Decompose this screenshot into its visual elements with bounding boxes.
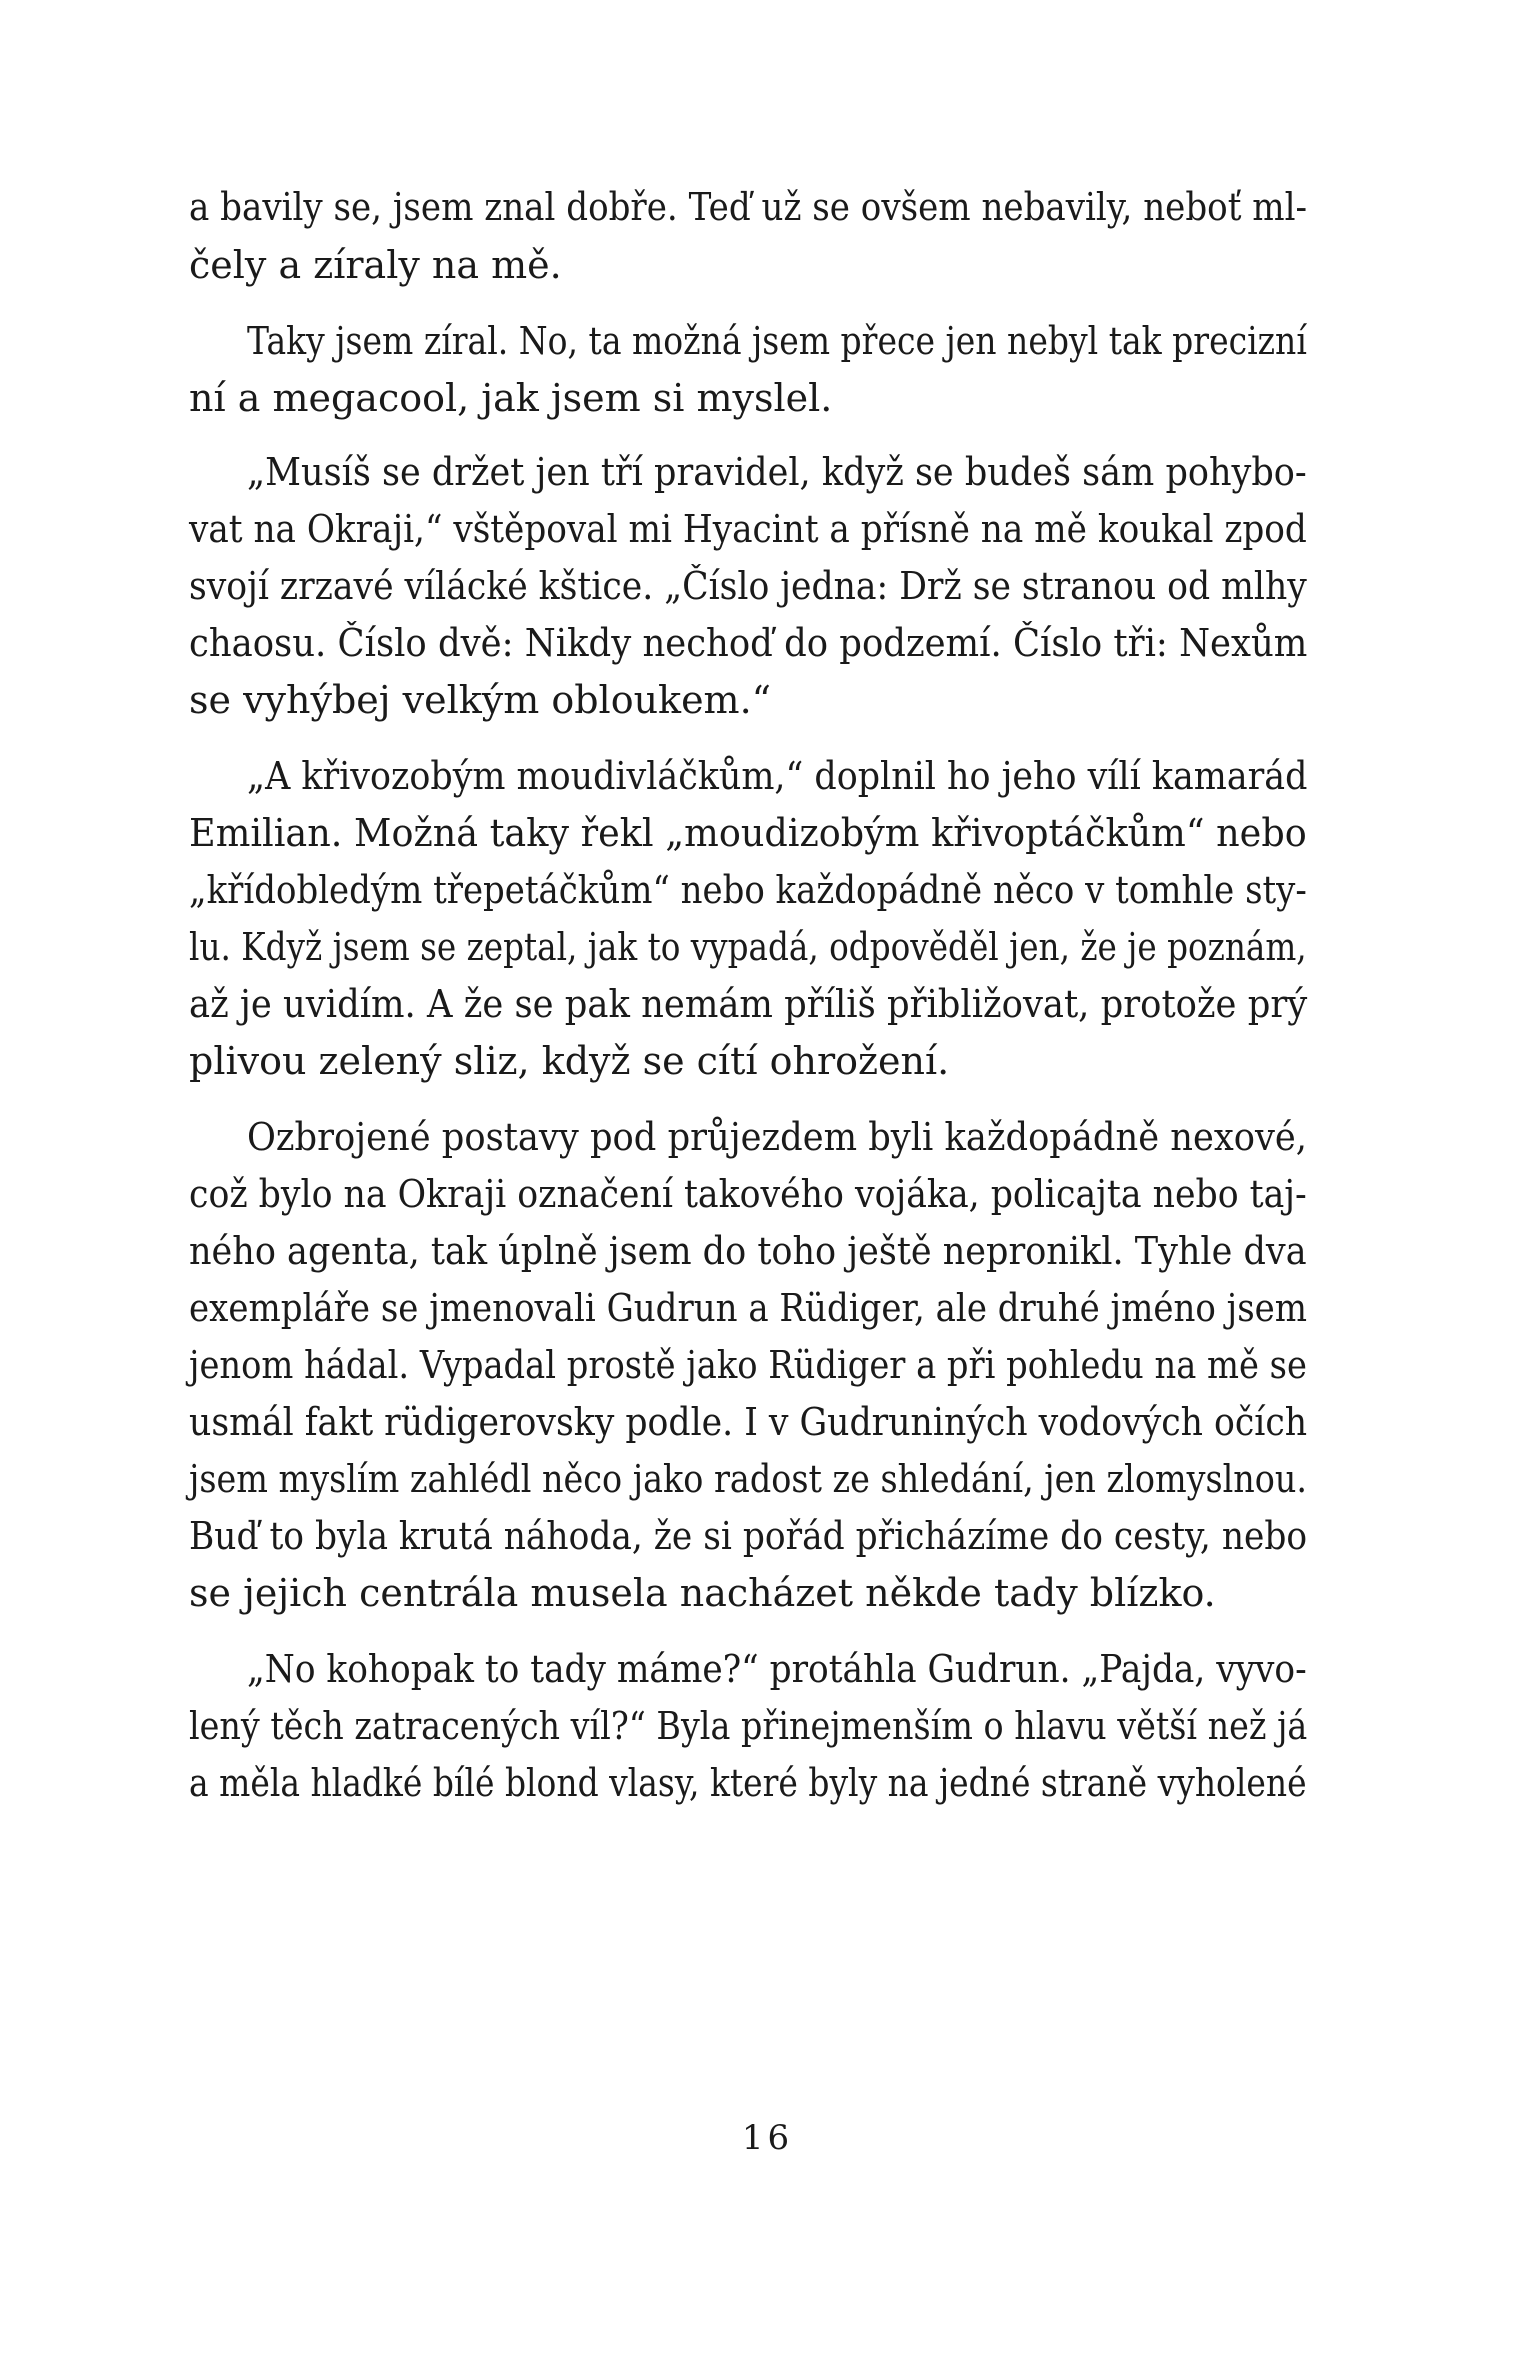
- text-line: lený těch zatracených víl?“ Byla přinejmenším o hlavu větší než já: [189, 1704, 1308, 1748]
- text-line: svojí zrzavé vílácké kštice. „Číslo jedna: Drž se stranou od mlhy: [189, 564, 1307, 608]
- text-line: až je uvidím. A že se pak nemám příliš přibližovat, protože prý: [189, 982, 1308, 1026]
- text-line: jsem myslím zahlédl něco jako radost ze shledání, jen zlomyslnou.: [189, 1457, 1308, 1501]
- text-line: plivou zelený sliz, když se cítí ohrožení.: [189, 1039, 950, 1083]
- text-line: a měla hladké bílé blond vlasy, které byly na jedné straně vyholené: [189, 1761, 1307, 1805]
- text-line: ného agenta, tak úplně jsem do toho ještě nepronikl. Tyhle dva: [189, 1229, 1307, 1273]
- text-line: exempláře se jmenovali Gudrun a Rüdiger, ale druhé jméno jsem: [189, 1286, 1308, 1330]
- text-line: jenom hádal. Vypadal prostě jako Rüdiger a při pohledu na mě se: [189, 1343, 1307, 1387]
- text-line: „Musíš se držet jen tří pravidel, když se budeš sám pohybo-: [247, 450, 1307, 494]
- text-line: Emilian. Možná taky řekl „moudizobým křivoptáčkům“ nebo: [189, 811, 1307, 855]
- text-line: „A křivozobým moudivláčkům,“ doplnil ho jeho vílí kamarád: [247, 754, 1308, 798]
- text-line: což bylo na Okraji označení takového vojáka, policajta nebo taj-: [189, 1172, 1307, 1216]
- text-line: se jejich centrála musela nacházet někde tady blízko.: [189, 1571, 1216, 1615]
- text-line: Ozbrojené postavy pod průjezdem byli každopádně nexové,: [247, 1115, 1308, 1159]
- text-line: lu. Když jsem se zeptal, jak to vypadá, odpověděl jen, že je poznám,: [189, 925, 1307, 969]
- text-line: usmál fakt rüdigerovsky podle. I v Gudruniných vodových očích: [189, 1400, 1308, 1444]
- text-line: ní a megacool, jak jsem si myslel.: [189, 376, 833, 420]
- text-line: se vyhýbej velkým obloukem.“: [189, 678, 772, 722]
- text-line: „křídobledým třepetáčkům“ nebo každopádně něco v tomhle sty-: [189, 868, 1307, 912]
- text-line: Taky jsem zíral. No, ta možná jsem přece jen nebyl tak precizní: [247, 319, 1307, 363]
- text-line: a bavily se, jsem znal dobře. Teď už se ovšem nebavily, neboť ml-: [189, 185, 1308, 229]
- page-number: 16: [741, 2118, 794, 2158]
- text-line: „No kohopak to tady máme?“ protáhla Gudrun. „Pajda, vyvo-: [247, 1647, 1307, 1691]
- text-line: chaosu. Číslo dvě: Nikdy nechoď do podzemí. Číslo tři: Nexům: [189, 621, 1308, 665]
- text-line: Buď to byla krutá náhoda, že si pořád přicházíme do cesty, nebo: [189, 1514, 1308, 1558]
- text-line: čely a zíraly na mě.: [189, 243, 562, 287]
- text-line: vat na Okraji,“ vštěpoval mi Hyacint a přísně na mě koukal zpod: [189, 507, 1307, 551]
